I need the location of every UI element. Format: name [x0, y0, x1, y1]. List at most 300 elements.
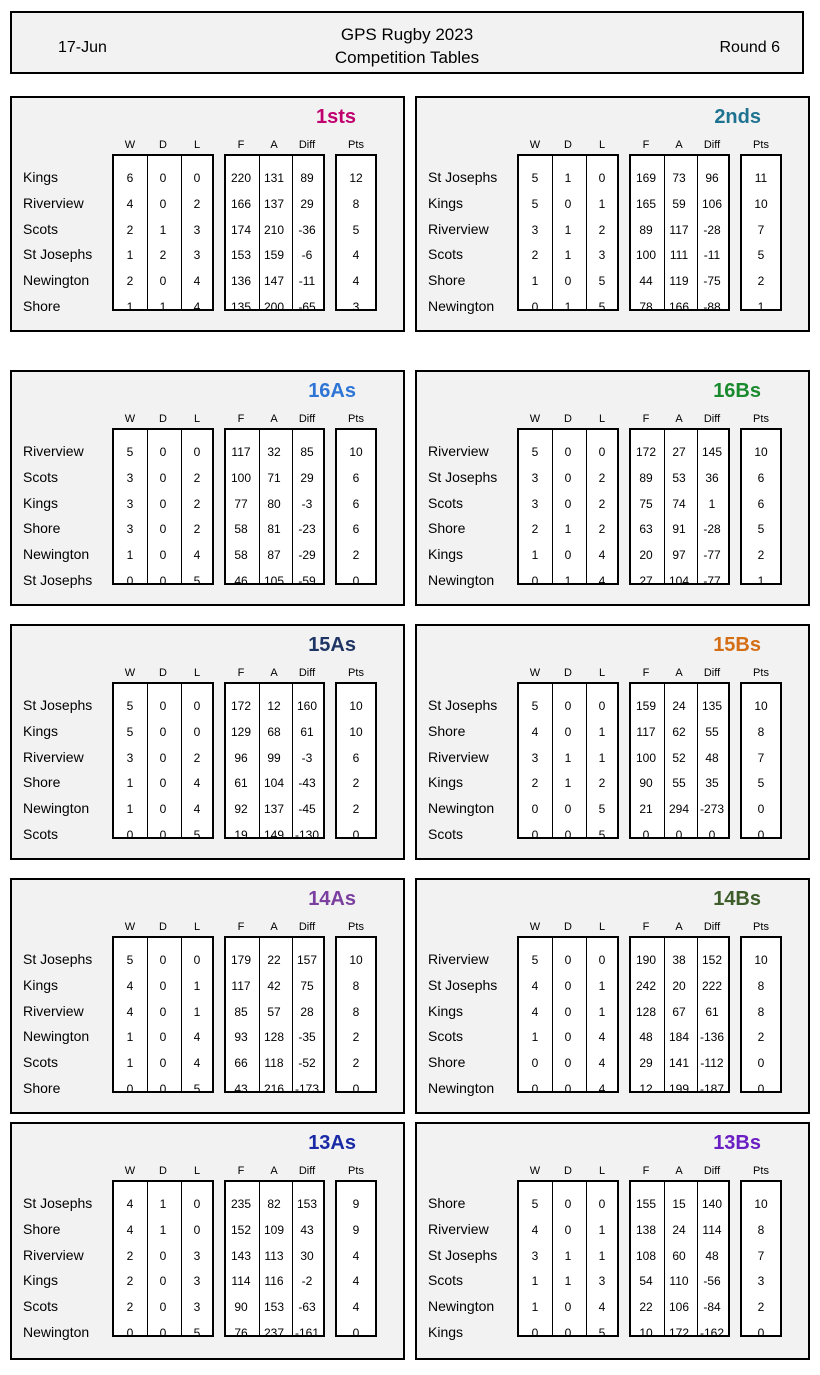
cell-w: 6	[126, 171, 134, 185]
cell-w: 5	[531, 699, 539, 713]
cell-a: 118	[264, 1056, 284, 1071]
cell-a: 82	[267, 1197, 281, 1211]
cell-pts: 0	[757, 802, 765, 817]
cell-a: 24	[672, 1222, 686, 1237]
column-header-w: W	[529, 667, 541, 679]
cell-diff: -28	[703, 222, 721, 237]
team-name: St Josephs	[428, 169, 498, 185]
cell-d: 1	[159, 1222, 167, 1237]
team-name: Newington	[23, 1028, 90, 1045]
cell-d: 0	[159, 1030, 167, 1045]
column-header-diff: Diff	[298, 1165, 316, 1177]
team-name: Newington	[23, 1324, 90, 1340]
cell-d: 0	[564, 1300, 572, 1315]
cell-diff: -75	[703, 274, 721, 289]
cell-diff: -52	[298, 1056, 316, 1071]
cell-d: 0	[564, 274, 572, 289]
cell-l: 4	[193, 300, 201, 314]
cell-f: 138	[635, 1222, 657, 1237]
column-header-d: D	[564, 139, 572, 151]
team-name: St Josephs	[23, 1195, 93, 1211]
column-header-pts: Pts	[753, 921, 769, 933]
cell-f: 128	[635, 1004, 657, 1019]
cell-f: 66	[234, 1056, 248, 1071]
title-line-1: GPS Rugby 2023	[340, 25, 474, 44]
cell-a: 0	[675, 828, 683, 842]
cell-d: 0	[159, 1004, 167, 1019]
cell-d: 0	[564, 978, 572, 993]
column-header-diff: Diff	[298, 139, 316, 151]
cell-a: 184	[668, 1030, 690, 1045]
table-title: 15Bs	[713, 634, 761, 656]
cell-w: 1	[531, 1300, 539, 1315]
cell-a: 42	[267, 978, 281, 993]
cell-w: 1	[126, 802, 134, 817]
cell-diff: -77	[703, 548, 721, 563]
column-header-w: W	[124, 139, 136, 151]
cell-l: 2	[598, 222, 606, 237]
cell-d: 0	[564, 1222, 572, 1237]
cell-pts: 1	[757, 574, 765, 588]
team-name: Riverview	[428, 443, 489, 459]
cell-w: 0	[126, 574, 134, 588]
team-name: Kings	[428, 1002, 464, 1019]
table-title: 16As	[308, 380, 356, 402]
cell-f: 93	[234, 1030, 248, 1045]
cell-diff: -11	[703, 248, 721, 263]
column-header-l: L	[598, 139, 606, 151]
cell-diff: -43	[298, 776, 316, 791]
column-header-d: D	[564, 921, 572, 933]
cell-l: 0	[598, 445, 606, 459]
team-name: Shore	[428, 1054, 466, 1071]
team-name: Riverview	[23, 748, 84, 765]
table-panel-15as	[10, 624, 405, 860]
cell-f: 89	[639, 222, 653, 237]
cell-a: 159	[263, 248, 285, 263]
cell-l: 0	[598, 1197, 606, 1211]
cell-w: 3	[531, 470, 539, 485]
cell-pts: 10	[754, 699, 768, 713]
cell-d: 0	[159, 574, 167, 588]
cell-d: 0	[564, 445, 572, 459]
cell-l: 5	[598, 300, 606, 314]
cell-w: 1	[126, 548, 134, 563]
cell-l: 5	[598, 1326, 606, 1340]
cell-f: 190	[635, 953, 657, 967]
cell-a: 38	[672, 953, 686, 967]
cell-a: 131	[263, 171, 285, 185]
column-header-d: D	[159, 413, 167, 425]
cell-diff: -2	[301, 1274, 313, 1289]
cell-l: 5	[598, 274, 606, 289]
cell-pts: 8	[757, 1004, 765, 1019]
cell-d: 1	[564, 171, 572, 185]
column-header-diff: Diff	[703, 921, 721, 933]
team-name: Shore	[23, 1080, 61, 1096]
cell-w: 1	[126, 776, 134, 791]
cell-pts: 6	[352, 470, 360, 485]
team-name: Shore	[428, 722, 466, 739]
cell-d: 1	[564, 222, 572, 237]
cell-pts: 4	[352, 248, 360, 263]
page-header	[10, 11, 804, 74]
cell-diff: 35	[705, 776, 719, 791]
cell-a: 57	[267, 1004, 281, 1019]
cell-l: 0	[598, 699, 606, 713]
cell-w: 2	[126, 222, 134, 237]
cell-w: 3	[531, 750, 539, 765]
cell-a: 210	[263, 222, 285, 237]
cell-d: 0	[564, 802, 572, 817]
cell-a: 73	[672, 171, 686, 185]
column-header-f: F	[237, 413, 245, 425]
cell-w: 2	[531, 522, 539, 537]
cell-diff: 75	[300, 978, 314, 993]
team-name: Shore	[428, 520, 466, 537]
cell-a: 110	[669, 1274, 689, 1289]
cell-a: 55	[672, 776, 686, 791]
cell-pts: 2	[352, 548, 360, 563]
column-header-w: W	[124, 921, 136, 933]
cell-pts: 6	[757, 470, 765, 485]
team-name: Newington	[428, 1080, 495, 1096]
cell-l: 2	[193, 750, 201, 765]
cell-diff: -6	[301, 248, 313, 263]
cell-diff: -173	[294, 1082, 320, 1096]
cell-d: 0	[159, 496, 167, 511]
cell-d: 0	[159, 274, 167, 289]
cell-w: 4	[531, 1222, 539, 1237]
cell-l: 5	[193, 1082, 201, 1096]
cell-f: 153	[230, 248, 252, 263]
cell-l: 1	[193, 978, 201, 993]
cell-a: 200	[263, 300, 285, 314]
cell-diff: 106	[701, 196, 723, 211]
cell-l: 4	[598, 1082, 606, 1096]
cell-a: 137	[263, 802, 285, 817]
team-name: Riverview	[23, 443, 84, 459]
cell-d: 0	[564, 953, 572, 967]
cell-a: 119	[669, 274, 689, 289]
cell-diff: 43	[300, 1222, 314, 1237]
cell-f: 75	[639, 496, 653, 511]
cell-d: 1	[159, 1197, 167, 1211]
cell-pts: 2	[352, 1056, 360, 1071]
cell-w: 1	[126, 300, 134, 314]
cell-l: 4	[193, 274, 201, 289]
cell-a: 104	[668, 574, 690, 588]
cell-diff: 29	[300, 470, 314, 485]
cell-l: 2	[598, 776, 606, 791]
cell-f: 165	[635, 196, 657, 211]
column-header-pts: Pts	[348, 413, 364, 425]
cell-f: 78	[639, 300, 653, 314]
team-name: Newington	[428, 800, 495, 817]
team-name: Scots	[23, 1054, 59, 1071]
team-name: Scots	[23, 220, 59, 237]
cell-pts: 8	[352, 196, 360, 211]
column-header-diff: Diff	[298, 667, 316, 679]
table-title: 2nds	[714, 106, 761, 128]
cell-diff: -59	[298, 574, 316, 588]
cell-w: 1	[126, 1030, 134, 1045]
cell-l: 4	[598, 574, 606, 588]
cell-diff: -11	[298, 274, 316, 289]
cell-diff: -45	[298, 802, 316, 817]
cell-f: 117	[231, 445, 251, 459]
cell-pts: 2	[757, 1030, 765, 1045]
cell-pts: 12	[349, 171, 363, 185]
cell-w: 2	[126, 274, 134, 289]
cell-f: 135	[230, 300, 252, 314]
column-header-l: L	[598, 667, 606, 679]
column-header-a: A	[270, 139, 278, 151]
column-header-l: L	[598, 921, 606, 933]
cell-w: 4	[531, 1004, 539, 1019]
cell-diff: -161	[294, 1326, 320, 1340]
cell-w: 3	[126, 470, 134, 485]
cell-diff: -162	[699, 1326, 725, 1340]
team-name: Riverview	[428, 951, 489, 967]
cell-l: 1	[598, 1248, 606, 1263]
cell-diff: 36	[705, 470, 719, 485]
column-header-a: A	[675, 667, 683, 679]
cell-pts: 0	[352, 1082, 360, 1096]
cell-w: 0	[126, 1082, 134, 1096]
team-name: St Josephs	[428, 1246, 498, 1263]
cell-f: 61	[234, 776, 248, 791]
table-panel-14as	[10, 878, 405, 1114]
cell-f: 169	[635, 171, 657, 185]
cell-d: 0	[159, 828, 167, 842]
cell-pts: 0	[352, 574, 360, 588]
cell-diff: -65	[298, 300, 316, 314]
cell-w: 5	[531, 1197, 539, 1211]
cell-diff: -36	[298, 222, 316, 237]
cell-w: 5	[126, 953, 134, 967]
cell-l: 0	[193, 445, 201, 459]
cell-diff: -112	[700, 1056, 724, 1071]
cell-f: 90	[639, 776, 653, 791]
page-title	[12, 23, 802, 69]
cell-d: 0	[159, 445, 167, 459]
cell-diff: -3	[301, 750, 313, 765]
cell-f: 100	[230, 470, 252, 485]
column-header-d: D	[159, 921, 167, 933]
column-header-l: L	[193, 413, 201, 425]
cell-l: 3	[598, 248, 606, 263]
cell-a: 111	[669, 248, 689, 263]
cell-a: 67	[672, 1004, 686, 1019]
cell-a: 80	[267, 496, 281, 511]
cell-diff: 153	[296, 1197, 318, 1211]
cell-pts: 5	[757, 522, 765, 537]
cell-f: 89	[639, 470, 653, 485]
cell-pts: 6	[352, 496, 360, 511]
team-name: Shore	[23, 298, 61, 314]
cell-w: 5	[531, 953, 539, 967]
cell-a: 24	[672, 699, 686, 713]
cell-a: 116	[264, 1274, 284, 1289]
cell-w: 3	[126, 496, 134, 511]
cell-pts: 9	[352, 1222, 360, 1237]
cell-diff: -63	[298, 1300, 316, 1315]
cell-diff: 89	[300, 171, 314, 185]
cell-pts: 10	[349, 445, 363, 459]
cell-pts: 7	[757, 222, 765, 237]
cell-w: 0	[531, 828, 539, 842]
cell-diff: 61	[705, 1004, 719, 1019]
cell-d: 0	[564, 196, 572, 211]
cell-f: 54	[639, 1274, 653, 1289]
column-header-f: F	[237, 921, 245, 933]
cell-f: 172	[230, 699, 252, 713]
cell-a: 137	[263, 196, 285, 211]
cell-d: 1	[564, 1248, 572, 1263]
column-header-a: A	[675, 1165, 683, 1177]
cell-f: 58	[234, 522, 248, 537]
cell-diff: 160	[296, 699, 318, 713]
table-panel-14bs	[415, 878, 810, 1114]
column-header-f: F	[642, 413, 650, 425]
cell-l: 2	[598, 522, 606, 537]
cell-d: 1	[564, 750, 572, 765]
team-name: Scots	[428, 494, 464, 511]
cell-pts: 2	[352, 1030, 360, 1045]
column-header-a: A	[270, 1165, 278, 1177]
cell-l: 2	[598, 496, 606, 511]
cell-pts: 4	[352, 1300, 360, 1315]
cell-f: 76	[234, 1326, 248, 1340]
cell-f: 129	[230, 724, 252, 739]
cell-diff: 157	[296, 953, 318, 967]
table-title: 14As	[308, 888, 356, 910]
column-header-diff: Diff	[703, 139, 721, 151]
column-header-pts: Pts	[348, 921, 364, 933]
cell-l: 0	[598, 953, 606, 967]
cell-l: 3	[193, 1274, 201, 1289]
column-header-a: A	[675, 921, 683, 933]
cell-w: 0	[531, 1326, 539, 1340]
column-header-w: W	[529, 921, 541, 933]
cell-pts: 10	[754, 1197, 768, 1211]
team-name: Kings	[428, 546, 464, 563]
cell-d: 2	[159, 248, 167, 263]
team-name: Riverview	[428, 1220, 489, 1237]
cell-diff: -56	[703, 1274, 721, 1289]
cell-l: 5	[193, 828, 201, 842]
column-header-w: W	[124, 413, 136, 425]
cell-a: 68	[267, 724, 281, 739]
cell-diff: 55	[705, 724, 719, 739]
cell-w: 4	[531, 978, 539, 993]
cell-l: 1	[193, 1004, 201, 1019]
cell-diff: 48	[705, 750, 719, 765]
cell-f: 96	[234, 750, 248, 765]
cell-d: 0	[564, 1082, 572, 1096]
cell-l: 0	[193, 953, 201, 967]
cell-f: 58	[234, 548, 248, 563]
cell-d: 1	[564, 1274, 572, 1289]
column-header-pts: Pts	[753, 413, 769, 425]
cell-l: 4	[193, 548, 201, 563]
cell-diff: 1	[708, 496, 716, 511]
cell-pts: 8	[757, 1222, 765, 1237]
cell-l: 4	[598, 1030, 606, 1045]
cell-d: 0	[564, 724, 572, 739]
cell-w: 5	[126, 724, 134, 739]
cell-pts: 10	[754, 196, 768, 211]
team-name: Kings	[428, 1324, 464, 1340]
cell-a: 104	[263, 776, 285, 791]
cell-w: 3	[126, 522, 134, 537]
column-header-f: F	[237, 667, 245, 679]
cell-w: 4	[126, 1222, 134, 1237]
cell-d: 0	[564, 1030, 572, 1045]
cell-a: 15	[672, 1197, 686, 1211]
cell-d: 0	[159, 470, 167, 485]
cell-pts: 10	[754, 953, 768, 967]
cell-f: 63	[639, 522, 653, 537]
column-header-w: W	[124, 667, 136, 679]
table-title: 14Bs	[713, 888, 761, 910]
cell-pts: 6	[757, 496, 765, 511]
cell-a: 109	[263, 1222, 285, 1237]
cell-d: 0	[564, 828, 572, 842]
cell-f: 43	[234, 1082, 248, 1096]
cell-f: 100	[635, 750, 657, 765]
cell-w: 3	[531, 1248, 539, 1263]
cell-f: 152	[230, 1222, 252, 1237]
team-name: Newington	[23, 272, 90, 289]
team-name: Riverview	[23, 1246, 84, 1263]
team-name: Scots	[428, 826, 464, 842]
team-name: Shore	[23, 520, 61, 537]
team-name: Shore	[23, 1220, 61, 1237]
cell-pts: 0	[757, 1082, 765, 1096]
cell-pts: 1	[757, 300, 765, 314]
cell-l: 4	[193, 802, 201, 817]
team-name: Riverview	[23, 194, 84, 211]
team-name: Kings	[23, 169, 59, 185]
cell-l: 4	[598, 1300, 606, 1315]
cell-d: 1	[564, 574, 572, 588]
cell-a: 141	[668, 1056, 690, 1071]
cell-pts: 2	[757, 548, 765, 563]
cell-d: 0	[564, 1326, 572, 1340]
cell-a: 81	[267, 522, 281, 537]
cell-w: 1	[531, 1030, 539, 1045]
cell-a: 87	[267, 548, 281, 563]
cell-w: 3	[531, 222, 539, 237]
cell-w: 5	[126, 445, 134, 459]
cell-pts: 8	[757, 724, 765, 739]
team-name: Kings	[23, 722, 59, 739]
column-header-l: L	[193, 1165, 201, 1177]
cell-pts: 7	[757, 750, 765, 765]
cell-w: 0	[531, 574, 539, 588]
cell-f: 12	[639, 1082, 653, 1096]
cell-a: 32	[267, 445, 281, 459]
cell-diff: 85	[300, 445, 314, 459]
column-header-f: F	[642, 921, 650, 933]
cell-w: 0	[126, 828, 134, 842]
cell-d: 0	[564, 699, 572, 713]
table-panel-16bs	[415, 370, 810, 606]
cell-a: 27	[672, 445, 686, 459]
cell-diff: 48	[705, 1248, 719, 1263]
